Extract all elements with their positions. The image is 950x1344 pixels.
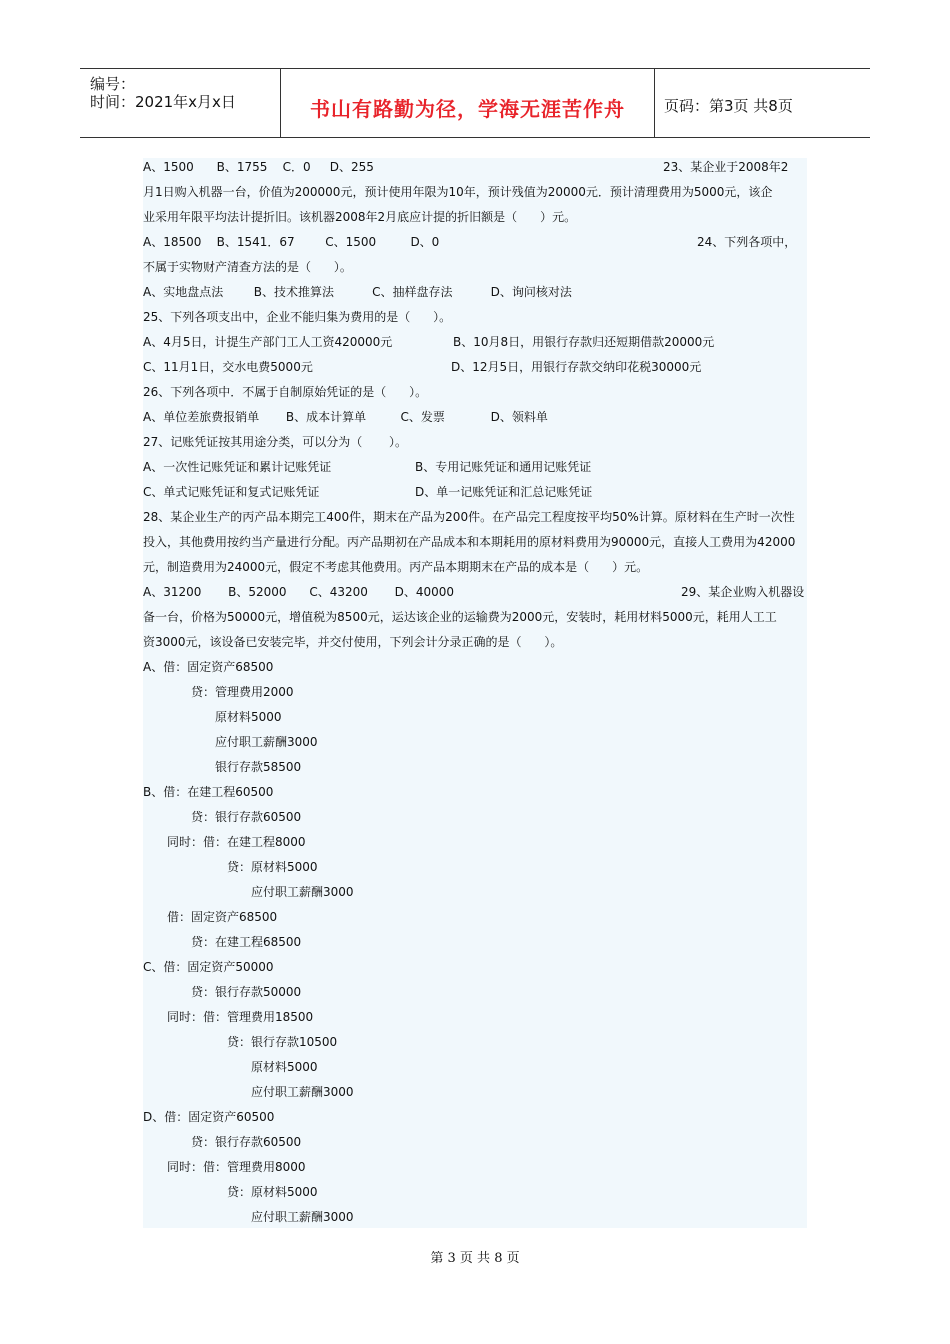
- line-text: 同时：借：管理费用18500: [167, 1010, 314, 1024]
- text-line: [143, 483, 593, 501]
- line-text: 贷：银行存款60500: [191, 1135, 302, 1149]
- line-text: C、单式记账凭证和复式记账凭证: [143, 485, 320, 499]
- line-text-right: B、10月8日，用银行存款归还短期借款20000元: [453, 335, 715, 349]
- line-text: A、实地盘点法 B、技术推算法 C、抽样盘存法 D、询问核对法: [143, 285, 572, 299]
- text-line: [143, 283, 572, 301]
- text-line: [251, 883, 354, 901]
- line-text: 原材料5000: [251, 1060, 318, 1074]
- line-text: 26、下列各项中．不属于自制原始凭证的是（ ）。: [143, 385, 428, 399]
- text-line: [143, 533, 795, 551]
- line-text: 贷：银行存款10500: [227, 1035, 338, 1049]
- line-text: 贷：银行存款60500: [191, 810, 302, 824]
- text-line: [143, 558, 648, 576]
- text-line: [215, 708, 282, 726]
- line-text: 应付职工薪酬3000: [251, 885, 354, 899]
- text-line: [143, 208, 576, 226]
- text-line: [167, 1008, 313, 1026]
- text-line: [167, 908, 277, 926]
- line-text-right: 23、某企业于2008年2: [663, 160, 789, 174]
- text-line: [227, 858, 318, 876]
- line-text-right: 24、下列各项中，: [697, 235, 797, 249]
- page-footer: 第 3 页 共 8 页: [430, 1251, 520, 1266]
- text-line: [191, 933, 301, 951]
- line-text: 应付职工薪酬3000: [251, 1210, 354, 1224]
- line-text: 借：固定资产68500: [167, 910, 278, 924]
- text-line: [143, 408, 548, 426]
- text-line: [251, 1208, 354, 1226]
- line-text: B、借：在建工程60500: [143, 785, 274, 799]
- text-line: [143, 308, 451, 326]
- line-text: 28、某企业生产的丙产品本期完工400件，期末在产品为200件。在产品完工程度按平均50%计算。原材料在生产时一次性: [143, 510, 795, 524]
- line-text: 资3000元，该设备已安装完毕，并交付使用，下列会计分录正确的是（ ）。: [143, 635, 563, 649]
- text-line: [143, 608, 777, 626]
- text-line: [143, 783, 273, 801]
- line-text: 投入，其他费用按约当产量进行分配。丙产品期初在产品成本和本期耗用的原材料费用为90000元，直接人工费用为42000: [143, 535, 796, 549]
- text-line: [167, 833, 306, 851]
- line-text: 元，制造费用为24000元，假定不考虑其他费用。丙产品本期期末在产品的成本是（ ）元。: [143, 560, 649, 574]
- text-line: [143, 433, 407, 451]
- line-text: 25、下列各项支出中，企业不能归集为费用的是（ ）。: [143, 310, 452, 324]
- text-line: [143, 258, 352, 276]
- line-text: C、借：固定资产50000: [143, 960, 274, 974]
- text-line: [167, 1158, 306, 1176]
- document-number-label: 编号：: [90, 75, 136, 93]
- text-line: [191, 983, 301, 1001]
- text-line: [251, 1083, 354, 1101]
- page-header: [80, 68, 870, 138]
- text-line: [143, 358, 702, 376]
- line-text: A、借：固定资产68500: [143, 660, 274, 674]
- line-text: A、一次性记账凭证和累计记账凭证: [143, 460, 332, 474]
- line-text: 不属于实物财产清查方法的是（ ）。: [143, 260, 352, 274]
- line-text-right: 29、某企业购入机器设: [681, 585, 805, 599]
- line-text: 原材料5000: [215, 710, 282, 724]
- text-line: [227, 1183, 318, 1201]
- text-line: [143, 458, 592, 476]
- text-line: [143, 583, 805, 601]
- question-content: [143, 158, 807, 1228]
- line-text: 贷：在建工程68500: [191, 935, 302, 949]
- header-page-cell: [654, 69, 870, 137]
- line-text: 贷：原材料5000: [227, 1185, 318, 1199]
- header-page-number: 页码：第3页 共8页: [664, 97, 793, 115]
- line-text: 备一台，价格为50000元，增值税为8500元，运达该企业的运输费为2000元，安装时，耗用材料5000元，耗用人工工: [143, 610, 777, 624]
- line-text: 27、记账凭证按其用途分类，可以分为（ ）。: [143, 435, 407, 449]
- line-text: 银行存款58500: [215, 760, 302, 774]
- line-text: A、4月5日，计提生产部门工人工资420000元: [143, 335, 393, 349]
- line-text: 贷：管理费用2000: [191, 685, 294, 699]
- text-line: [215, 758, 301, 776]
- text-line: [143, 183, 772, 201]
- text-line: [191, 683, 294, 701]
- text-line: [143, 633, 562, 651]
- text-line: [143, 233, 797, 251]
- text-line: [143, 1108, 274, 1126]
- text-line: [215, 733, 318, 751]
- text-line: [227, 1033, 337, 1051]
- line-text: 同时：借：管理费用8000: [167, 1160, 306, 1174]
- line-text: C、11月1日，交水电费5000元: [143, 360, 313, 374]
- line-text-right: D、单一记账凭证和汇总记账凭证: [415, 485, 593, 499]
- text-line: [143, 958, 274, 976]
- text-line: [191, 808, 301, 826]
- text-line: [143, 508, 795, 526]
- header-motto-cell: [280, 69, 655, 137]
- text-line: [143, 658, 273, 676]
- line-text-right: B、专用记账凭证和通用记账凭证: [415, 460, 592, 474]
- line-text: 月1日购入机器一台，价值为200000元，预计使用年限为10年，预计残值为20000元．预计清理费用为5000元，该企: [143, 185, 773, 199]
- text-line: [143, 383, 427, 401]
- text-line: [251, 1058, 318, 1076]
- header-info-cell: [80, 69, 280, 137]
- line-text: D、借：固定资产60500: [143, 1110, 275, 1124]
- text-line: [191, 1133, 301, 1151]
- line-text: 业采用年限平均法计提折旧。该机器2008年2月底应计提的折旧额是（ ）元。: [143, 210, 577, 224]
- line-text-right: D、12月5日，用银行存款交纳印花税30000元: [451, 360, 702, 374]
- line-text: 贷：银行存款50000: [191, 985, 302, 999]
- line-text: 应付职工薪酬3000: [215, 735, 318, 749]
- line-text: A、31200 B、52000 C、43200 D、40000: [143, 585, 455, 599]
- header-motto: 书山有路勤为径，学海无涯苦作舟: [310, 97, 625, 121]
- line-text: A、18500 B、1541．67 C、1500 D、0: [143, 235, 440, 249]
- line-text: 应付职工薪酬3000: [251, 1085, 354, 1099]
- document-date-label: 时间：2021年x月x日: [90, 93, 236, 111]
- line-text: A、1500 B、1755 C．0 D、255: [143, 160, 374, 174]
- text-line: [143, 158, 789, 176]
- line-text: 同时：借：在建工程8000: [167, 835, 306, 849]
- line-text: 贷：原材料5000: [227, 860, 318, 874]
- text-line: [143, 333, 715, 351]
- line-text: A、单位差旅费报销单 B、成本计算单 C、发票 D、领料单: [143, 410, 548, 424]
